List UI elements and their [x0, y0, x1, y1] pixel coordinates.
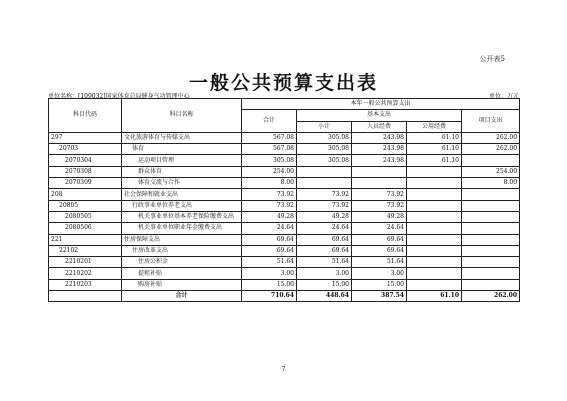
table-row	[49, 144, 520, 155]
row-name: 机关事业单位基本养老保险缴费支出	[122, 211, 242, 222]
row-personnel: 73.92	[352, 189, 407, 200]
row-code: 20703	[49, 144, 122, 155]
row-code: 22102	[49, 245, 122, 256]
row-public	[407, 234, 462, 245]
table-row	[49, 178, 520, 189]
row-public	[407, 178, 462, 189]
row-total: 567.08	[242, 132, 297, 143]
row-personnel: 243.98	[352, 132, 407, 143]
row-personnel	[352, 166, 407, 177]
row-project: 254.00	[462, 166, 520, 177]
row-public	[407, 200, 462, 211]
row-personnel: 69.64	[352, 234, 407, 245]
row-total: 15.00	[242, 279, 297, 290]
row-public: 61.10	[407, 144, 462, 155]
row-total: 8.00	[242, 178, 297, 189]
header-basic: 基本支出	[297, 110, 462, 121]
row-total: 73.92	[242, 189, 297, 200]
row-total: 73.92	[242, 200, 297, 211]
row-public	[407, 245, 462, 256]
row-subtotal	[297, 178, 352, 189]
row-project	[462, 279, 520, 290]
row-code: 2080505	[49, 211, 122, 222]
row-subtotal	[297, 166, 352, 177]
row-code: 297	[49, 132, 122, 143]
row-public: 61.10	[407, 132, 462, 143]
row-subtotal: 69.64	[297, 234, 352, 245]
row-name: 社会保障和就业支出	[122, 189, 242, 200]
total-code-cell	[49, 291, 122, 302]
row-project: 262.00	[462, 132, 520, 143]
table-row	[49, 166, 520, 177]
row-code: 2080506	[49, 223, 122, 234]
table-row	[49, 189, 520, 200]
unit-label: 单位：万元	[488, 93, 519, 100]
row-name: 提租补贴	[122, 268, 242, 279]
table-row	[49, 257, 520, 268]
row-name: 住房保障支出	[122, 234, 242, 245]
expenditure-table	[48, 98, 520, 302]
page-number: 7	[281, 366, 286, 373]
row-subtotal: 69.64	[297, 245, 352, 256]
page-title: 一般公共预算支出表	[188, 72, 378, 94]
row-personnel: 15.00	[352, 279, 407, 290]
row-subtotal: 305.08	[297, 144, 352, 155]
row-name: 文化旅游体育与传媒支出	[122, 132, 242, 143]
row-subtotal: 24.64	[297, 223, 352, 234]
row-public	[407, 166, 462, 177]
row-project	[462, 200, 520, 211]
row-total: 3.00	[242, 268, 297, 279]
total-public: 61.10	[407, 291, 462, 302]
row-code: 2070309	[49, 178, 122, 189]
row-personnel: 3.00	[352, 268, 407, 279]
table-row	[49, 234, 520, 245]
row-total: 51.64	[242, 257, 297, 268]
table-row	[49, 223, 520, 234]
row-public: 61.10	[407, 155, 462, 166]
header-public: 公用经费	[407, 121, 462, 132]
row-subtotal: 49.28	[297, 211, 352, 222]
total-project: 262.00	[462, 291, 520, 302]
row-subtotal: 15.00	[297, 279, 352, 290]
row-name: 运动项目管理	[122, 155, 242, 166]
row-total: 254.00	[242, 166, 297, 177]
table-row	[49, 245, 520, 256]
header-subtotal: 小计	[297, 121, 352, 132]
row-personnel: 243.98	[352, 144, 407, 155]
header-name: 科目名称	[122, 99, 242, 133]
row-subtotal: 3.00	[297, 268, 352, 279]
row-total: 305.08	[242, 155, 297, 166]
table-row	[49, 132, 520, 143]
header-project: 项目支出	[462, 110, 520, 133]
row-personnel	[352, 178, 407, 189]
row-name: 行政事业单位养老支出	[122, 200, 242, 211]
header-code: 科目代码	[49, 99, 122, 133]
row-subtotal: 51.64	[297, 257, 352, 268]
table-row	[49, 211, 520, 222]
row-public	[407, 223, 462, 234]
total-subtotal: 448.64	[297, 291, 352, 302]
row-code: 2210202	[49, 268, 122, 279]
row-project	[462, 268, 520, 279]
row-public	[407, 257, 462, 268]
row-name: 体育交流与合作	[122, 178, 242, 189]
row-project	[462, 211, 520, 222]
row-personnel: 49.28	[352, 211, 407, 222]
total-label: 合计	[122, 291, 242, 302]
table-number: 公开表5	[479, 55, 505, 63]
row-project	[462, 223, 520, 234]
row-code: 208	[49, 189, 122, 200]
row-total: 69.64	[242, 234, 297, 245]
row-name: 购房补贴	[122, 279, 242, 290]
row-subtotal: 305.08	[297, 155, 352, 166]
row-name: 机关事业单位职业年金缴费支出	[122, 223, 242, 234]
total-total: 710.64	[242, 291, 297, 302]
row-project: 262.00	[462, 144, 520, 155]
row-personnel: 69.64	[352, 245, 407, 256]
row-total: 24.64	[242, 223, 297, 234]
row-personnel: 243.98	[352, 155, 407, 166]
header-current-year: 本年一般公共预算支出	[242, 99, 520, 110]
row-code: 221	[49, 234, 122, 245]
table-row	[49, 279, 520, 290]
table-row	[49, 268, 520, 279]
table-row	[49, 155, 520, 166]
row-project	[462, 155, 520, 166]
row-project: 8.00	[462, 178, 520, 189]
row-public	[407, 268, 462, 279]
row-personnel: 73.92	[352, 200, 407, 211]
total-row	[49, 291, 520, 302]
row-public	[407, 211, 462, 222]
row-project	[462, 245, 520, 256]
header-personnel: 人员经费	[352, 121, 407, 132]
row-total: 49.28	[242, 211, 297, 222]
row-code: 20805	[49, 200, 122, 211]
row-code: 2070308	[49, 166, 122, 177]
row-personnel: 24.64	[352, 223, 407, 234]
row-subtotal: 73.92	[297, 189, 352, 200]
row-name: 体育	[122, 144, 242, 155]
row-name: 住房改革支出	[122, 245, 242, 256]
total-personnel: 387.54	[352, 291, 407, 302]
row-code: 2070304	[49, 155, 122, 166]
row-project	[462, 189, 520, 200]
row-subtotal: 73.92	[297, 200, 352, 211]
row-total: 69.64	[242, 245, 297, 256]
row-public	[407, 279, 462, 290]
header-total: 合计	[242, 110, 297, 133]
row-name: 群众体育	[122, 166, 242, 177]
row-total: 567.08	[242, 144, 297, 155]
row-code: 2210201	[49, 257, 122, 268]
row-subtotal: 305.08	[297, 132, 352, 143]
table-row	[49, 200, 520, 211]
row-personnel: 51.64	[352, 257, 407, 268]
row-project	[462, 257, 520, 268]
row-project	[462, 234, 520, 245]
row-public	[407, 189, 462, 200]
row-code: 2210203	[49, 279, 122, 290]
unit-name: 单位名称：[109032]国家体育总局健身气功管理中心	[48, 93, 190, 100]
row-name: 住房公积金	[122, 257, 242, 268]
table-body	[49, 132, 520, 301]
